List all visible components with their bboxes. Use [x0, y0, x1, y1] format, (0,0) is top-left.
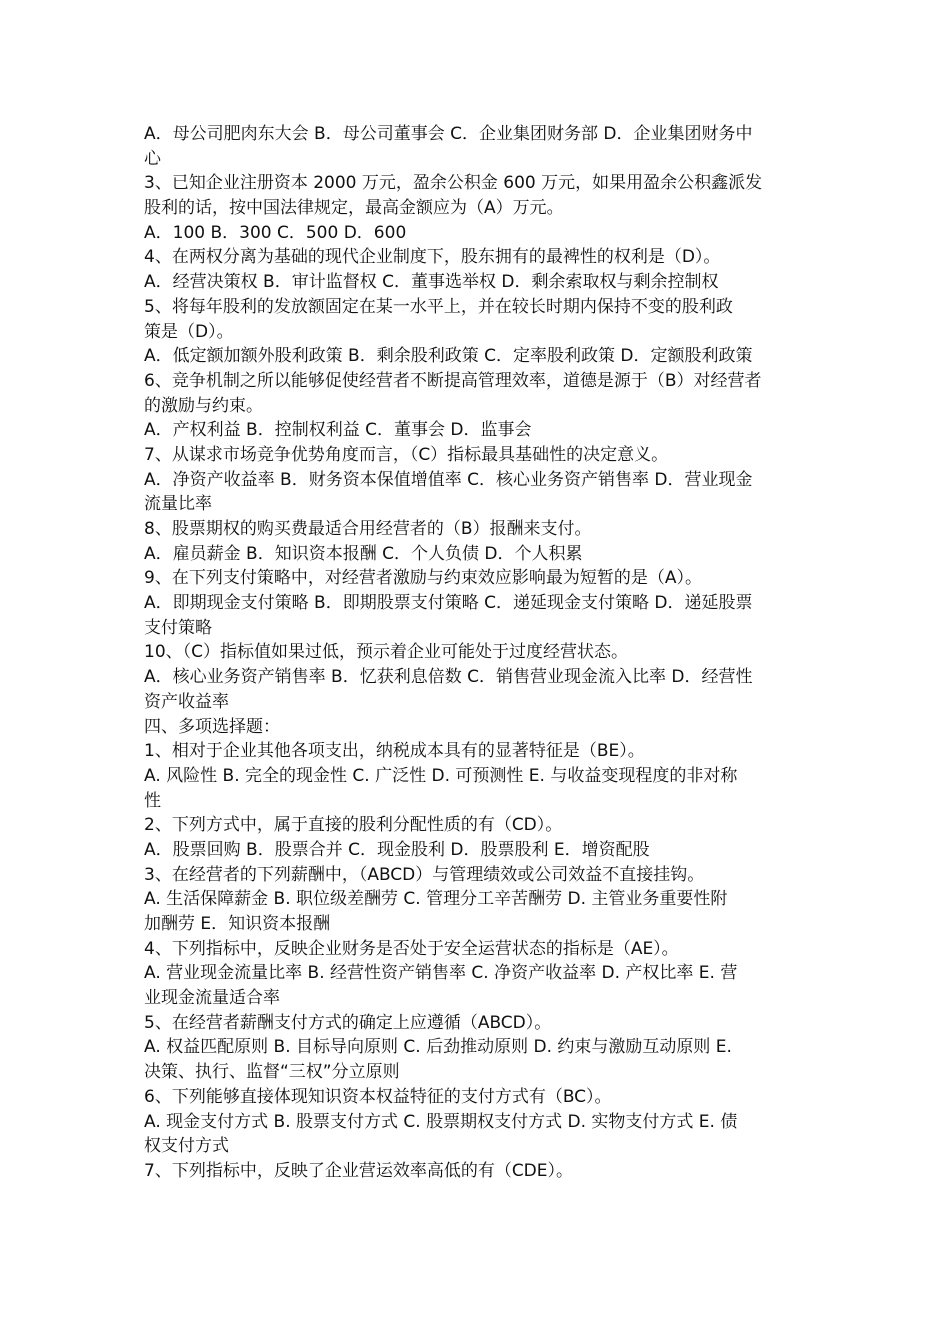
text-line: 资产收益率	[144, 691, 229, 712]
text-line: A．经营决策权 B．审计监督权 C．董事选举权 D．剩余索取权与剩余控制权	[144, 272, 719, 293]
text-line: A．100 B．300 C．500 D．600	[144, 222, 407, 243]
text-line: A．净资产收益率 B．财务资本保值增值率 C．核心业务资产销售率 D．营业现金	[144, 469, 753, 490]
text-line: 6、竞争机制之所以能够促使经营者不断提高管理效率，道德是源于（B）对经营者	[144, 370, 762, 391]
text-line: A．雇员薪金 B．知识资本报酬 C．个人负债 D．个人积累	[144, 543, 583, 564]
text-line: 3、已知企业注册资本 2000 万元，盈余公积金 600 万元，如果用盈余公积鑫派发	[144, 173, 763, 194]
text-line: 权支付方式	[144, 1136, 229, 1157]
text-line: 5、将每年股利的发放额固定在某一水平上，并在较长时期内保持不变的股利政	[144, 296, 733, 317]
text-line: A．产权利益 B．控制权利益 C．董事会 D．监事会	[144, 420, 532, 441]
text-line: 2、下列方式中，属于直接的股利分配性质的有（CD）。	[144, 815, 563, 836]
text-line: 股利的话，按中国法律规定，最高金额应为（A）万元。	[144, 198, 564, 219]
text-line: A．低定额加额外股利政策 B．剩余股利政策 C．定率股利政策 D．定额股利政策	[144, 346, 753, 367]
text-line: A. 生活保障薪金 B. 职位级差酬劳 C. 管理分工辛苦酬劳 D. 主管业务重要性附	[144, 889, 728, 910]
text-line: 4、下列指标中，反映企业财务是否处于安全运营状态的指标是（AE）。	[144, 938, 679, 959]
text-line: 性	[144, 790, 161, 811]
text-line: 7、下列指标中，反映了企业营运效率高低的有（CDE）。	[144, 1160, 574, 1181]
text-line: 8、股票期权的购买费最适合用经营者的（B）报酬来支付。	[144, 519, 592, 539]
text-line: 6、下列能够直接体现知识资本权益特征的支付方式有（BC）。	[144, 1086, 612, 1107]
text-line: 策是（D）。	[144, 321, 234, 342]
text-line: 心	[144, 148, 161, 169]
text-line: 支付策略	[144, 617, 212, 638]
text-line: A. 营业现金流量比率 B. 经营性资产销售率 C. 净资产收益率 D. 产权比率 E. 营	[144, 963, 738, 984]
text-line: 流量比率	[144, 494, 212, 515]
text-line: A. 权益匹配原则 B. 目标导向原则 C. 后劲推动原则 D. 约束与激励互动原则 E.	[144, 1037, 732, 1058]
text-line: 9、在下列支付策略中，对经营者激励与约束效应影响最为短暂的是（A）。	[144, 568, 702, 589]
text-line: 的激励与约束。	[144, 395, 263, 416]
text-line: 业现金流量适合率	[144, 988, 280, 1009]
text-line: 3、在经营者的下列薪酬中，（ABCD）与管理绩效或公司效益不直接挂钩。	[144, 864, 705, 885]
text-line: 四、多项选择题：	[144, 716, 280, 737]
text-line: 7、从谋求市场竞争优势角度而言，（C）指标最具基础性的决定意义。	[144, 444, 669, 465]
text-line: 4、在两权分离为基础的现代企业制度下，股东拥有的最裨性的权利是（D）。	[144, 247, 721, 268]
text-line: A．核心业务资产销售率 B．忆获利息倍数 C．销售营业现金流入比率 D．经营性	[144, 667, 753, 688]
text-line: A．股票回购 B．股票合并 C．现金股利 D．股票股利 E．增资配股	[144, 839, 650, 860]
text-line: 10、（C）指标值如果过低，预示着企业可能处于过度经营状态。	[144, 642, 629, 663]
text-line: A．母公司肥肉东大会 B．母公司董事会 C．企业集团财务部 D．企业集团财务中	[144, 124, 753, 144]
text-line: A. 风险性 B. 完全的现金性 C. 广泛性 D. 可预测性 E. 与收益变现程度的非对称	[144, 765, 738, 786]
text-line: 加酬劳 E．知识资本报酬	[144, 914, 331, 934]
text-line: A. 现金支付方式 B. 股票支付方式 C. 股票期权支付方式 D. 实物支付方式 E. 债	[144, 1111, 738, 1132]
text-line: A．即期现金支付策略 B．即期股票支付策略 C．递延现金支付策略 D．递延股票	[144, 593, 753, 614]
text-line: 决策、执行、监督“三权”分立原则	[144, 1062, 400, 1083]
text-line: 5、在经营者薪酬支付方式的确定上应遵循（ABCD）。	[144, 1012, 552, 1033]
document-page	[144, 122, 810, 1184]
text-line: 1、相对于企业其他各项支出，纳税成本具有的显著特征是（BE）。	[144, 741, 645, 762]
